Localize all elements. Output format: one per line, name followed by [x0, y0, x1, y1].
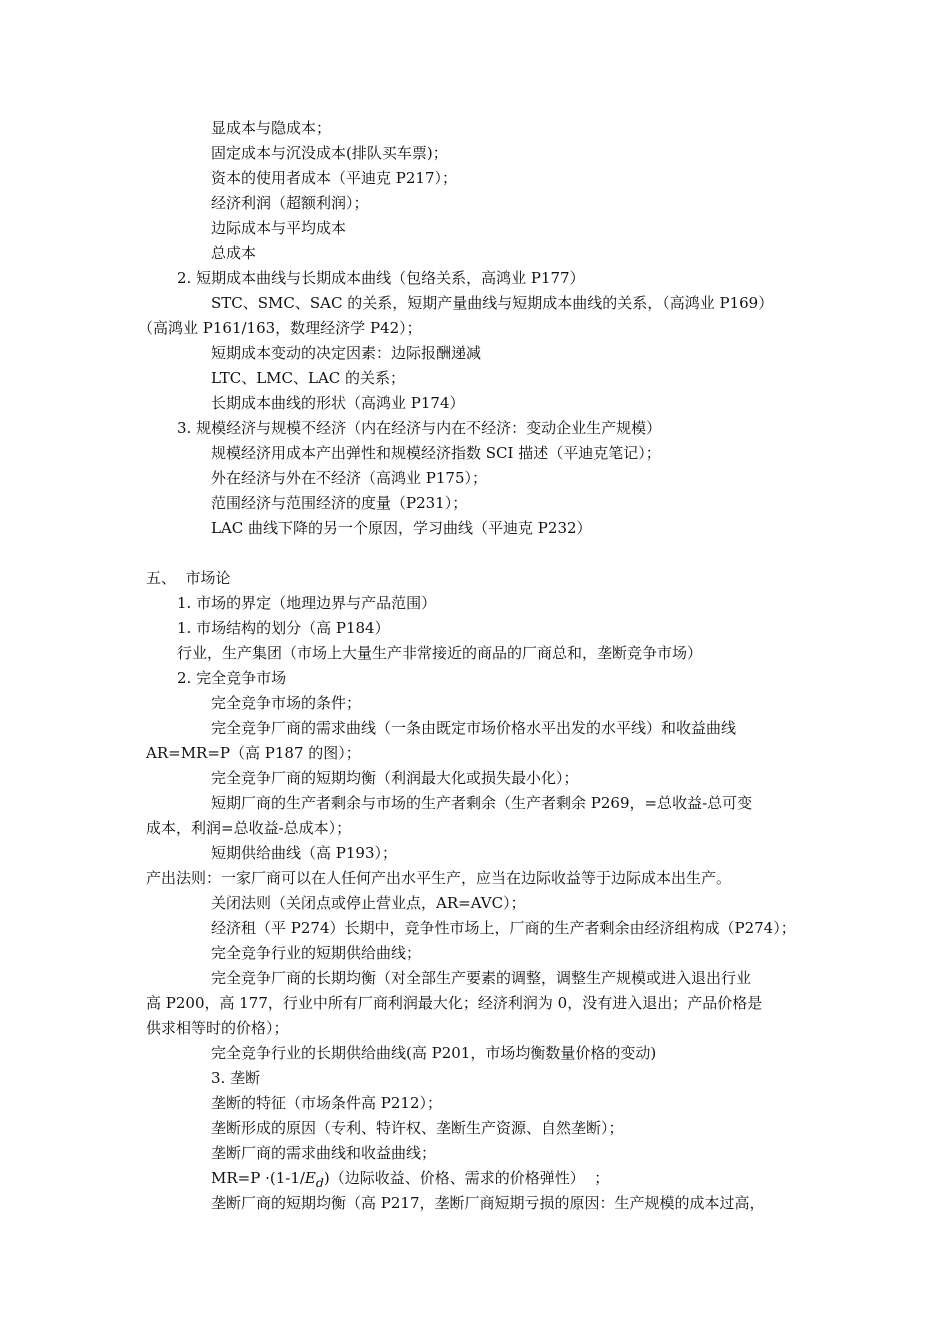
text-line: 高 P200，高 177，行业中所有厂商利润最大化；经济利润为 0，没有进入退出；产品价格是: [146, 994, 763, 1012]
text-line: 短期厂商的生产者剩余与市场的生产者剩余（生产者剩余 P269，=总收益-总可变: [211, 794, 753, 812]
text-line: 经济利润（超额利润）；: [211, 194, 369, 212]
section-heading: 3. 规模经济与规模不经济（内在经济与内在不经济：变动企业生产规模）: [177, 419, 662, 437]
section-heading: 2. 短期成本曲线与长期成本曲线（包络关系，高鸿业 P177）: [177, 269, 585, 287]
chapter-heading: 五、 市场论: [146, 569, 231, 587]
elasticity-subscript: d: [315, 1175, 324, 1190]
text-line: 关闭法则（关闭点或停止营业点，AR=AVC）；: [211, 894, 526, 912]
text-line: 垄断形成的原因（专利、特许权、垄断生产资源、自然垄断）；: [211, 1119, 624, 1137]
text-line: 固定成本与沉没成本(排队买车票)；: [211, 144, 448, 162]
text-line: 完全竞争行业的短期供给曲线；: [211, 944, 422, 962]
text-line: 短期供给曲线（高 P193）；: [211, 844, 397, 862]
text-line: 垄断的特征（市场条件高 P212）；: [211, 1094, 442, 1112]
text-line: 产出法则：一家厂商可以在人任何产出水平生产，应当在边际收益等于边际成本出生产。: [146, 869, 732, 887]
text-line: LAC 曲线下降的另一个原因，学习曲线（平迪克 P232）: [211, 519, 592, 537]
text-line: 完全竞争厂商的需求曲线（一条由既定市场价格水平出发的水平线）和收益曲线: [211, 719, 737, 737]
section-heading: 2. 完全竞争市场: [177, 669, 287, 687]
text-line: 完全竞争厂商的长期均衡（对全部生产要素的调整，调整生产规模或进入退出行业: [211, 969, 752, 987]
text-line: 长期成本曲线的形状（高鸿业 P174）: [211, 394, 465, 412]
text-line: 总成本: [211, 244, 257, 262]
formula-line: [211, 1168, 609, 1193]
text-line: 范围经济与范围经济的度量（P231）；: [211, 494, 468, 512]
text-line: LTC、LMC、LAC 的关系；: [211, 369, 406, 387]
section-heading: 1. 市场结构的划分（高 P184）: [177, 619, 390, 637]
text-line: 供求相等时的价格）；: [146, 1019, 289, 1037]
section-heading: 1. 市场的界定（地理边界与产品范围）: [177, 594, 437, 612]
text-line: 外在经济与外在不经济（高鸿业 P175）；: [211, 469, 487, 487]
text-line: 行业，生产集团（市场上大量生产非常接近的商品的厂商总和，垄断竞争市场）: [177, 644, 703, 662]
text-line: STC、SMC、SAC 的关系，短期产量曲线与短期成本曲线的关系，（高鸿业 P169）: [211, 294, 774, 312]
text-line: 资本的使用者成本（平迪克 P217）；: [211, 169, 457, 187]
text-line: 完全竞争市场的条件；: [211, 694, 362, 712]
text-line: 成本，利润=总收益-总成本）；: [146, 819, 352, 837]
text-line: 显成本与隐成本；: [211, 119, 332, 137]
formula-prefix: MR=P ·(1-1/: [211, 1169, 305, 1187]
section-heading: 3. 垄断: [211, 1069, 261, 1087]
text-line: 规模经济用成本产出弹性和规模经济指数 SCI 描述（平迪克笔记）；: [211, 444, 661, 462]
elasticity-symbol: E: [304, 1169, 316, 1187]
text-line: 垄断厂商的需求曲线和收益曲线；: [211, 1144, 437, 1162]
text-line: 完全竞争厂商的短期均衡（利润最大化或损失最小化）；: [211, 769, 579, 787]
formula-suffix: )（边际收益、价格、需求的价格弹性） ；: [323, 1169, 610, 1187]
text-line: 垄断厂商的短期均衡（高 P217，垄断厂商短期亏损的原因：生产规模的成本过高，: [211, 1194, 765, 1212]
text-line: （高鸿业 P161/163，数理经济学 P42）；: [138, 319, 422, 337]
text-line: 短期成本变动的决定因素：边际报酬递减: [211, 344, 482, 362]
text-line: AR=MR=P（高 P187 的图）；: [146, 744, 361, 762]
text-line: 边际成本与平均成本: [211, 219, 347, 237]
text-line: 完全竞争行业的长期供给曲线(高 P201，市场均衡数量价格的变动): [211, 1044, 657, 1062]
text-line: 经济租（平 P274）长期中，竞争性市场上，厂商的生产者剩余由经济组构成（P274）；: [211, 919, 796, 937]
